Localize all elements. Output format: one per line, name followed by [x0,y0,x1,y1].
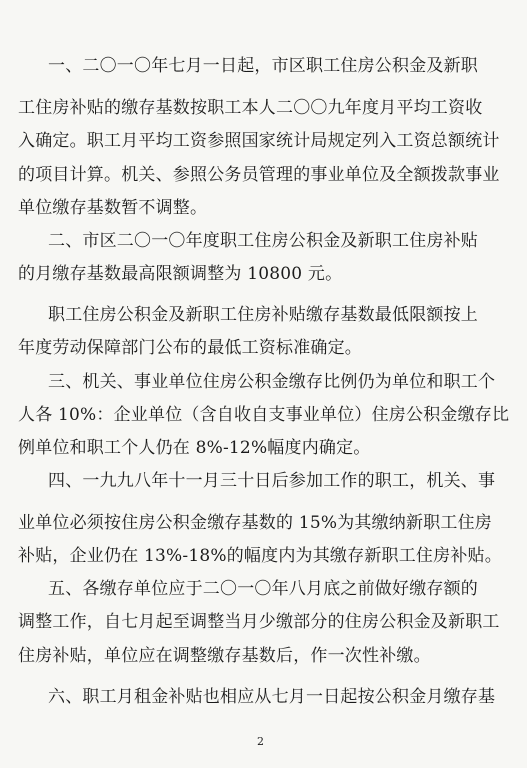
paragraph-5-line-2: 业单位必须按住房公积金缴存基数的 15%为其缴纳新职工住房 [18,513,492,533]
paragraph-4-line-2: 人各 10%：企业单位（含自收自支事业单位）住房公积金缴存比 [18,405,510,425]
paragraph-1-line-5: 单位缴存基数暂不调整。 [18,198,208,218]
paragraph-6-line-2: 调整工作，自七月起至调整当月少缴部分的住房公积金及新职工 [18,612,500,632]
paragraph-1-line-4: 的项目计算。机关、参照公务员管理的事业单位及全额拨款事业 [18,165,500,185]
paragraph-1-line-3: 入确定。职工月平均工资参照国家统计局规定列入工资总额统计 [18,131,500,151]
paragraph-3-line-2: 年度劳动保障部门公布的最低工资标准确定。 [18,338,362,358]
paragraph-1-line-1: 一、二〇一〇年七月一日起，市区职工住房公积金及新职 [48,56,478,76]
paragraph-4-line-3: 例单位和职工个人仍在 8%-12%幅度内确定。 [18,438,371,458]
paragraph-4-line-1: 三、机关、事业单位住房公积金缴存比例仍为单位和职工个 [48,372,496,392]
paragraph-1-line-2: 工住房补贴的缴存基数按职工本人二〇〇九年度月平均工资收 [18,98,483,118]
paragraph-2-line-1: 二、市区二〇一〇年度职工住房公积金及新职工住房补贴 [48,231,478,251]
paragraph-2-line-2: 的月缴存基数最高限额调整为 10800 元。 [18,264,343,284]
paragraph-6-line-3: 住房补贴，单位应在调整缴存基数后，作一次性补缴。 [18,646,431,666]
paragraph-5-line-3: 补贴，企业仍在 13%-18%的幅度内为其缴存新职工住房补贴。 [18,546,502,566]
paragraph-3-line-1: 职工住房公积金及新职工住房补贴缴存基数最低限额按上 [48,305,478,325]
paragraph-7-line-1: 六、职工月租金补贴也相应从七月一日起按公积金月缴存基 [48,687,496,707]
paragraph-6-line-1: 五、各缴存单位应于二〇一〇年八月底之前做好缴存额的 [48,579,478,599]
paragraph-5-line-1: 四、一九九八年十一月三十日后参加工作的职工，机关、事 [48,471,496,491]
page-number: 2 [257,735,264,748]
